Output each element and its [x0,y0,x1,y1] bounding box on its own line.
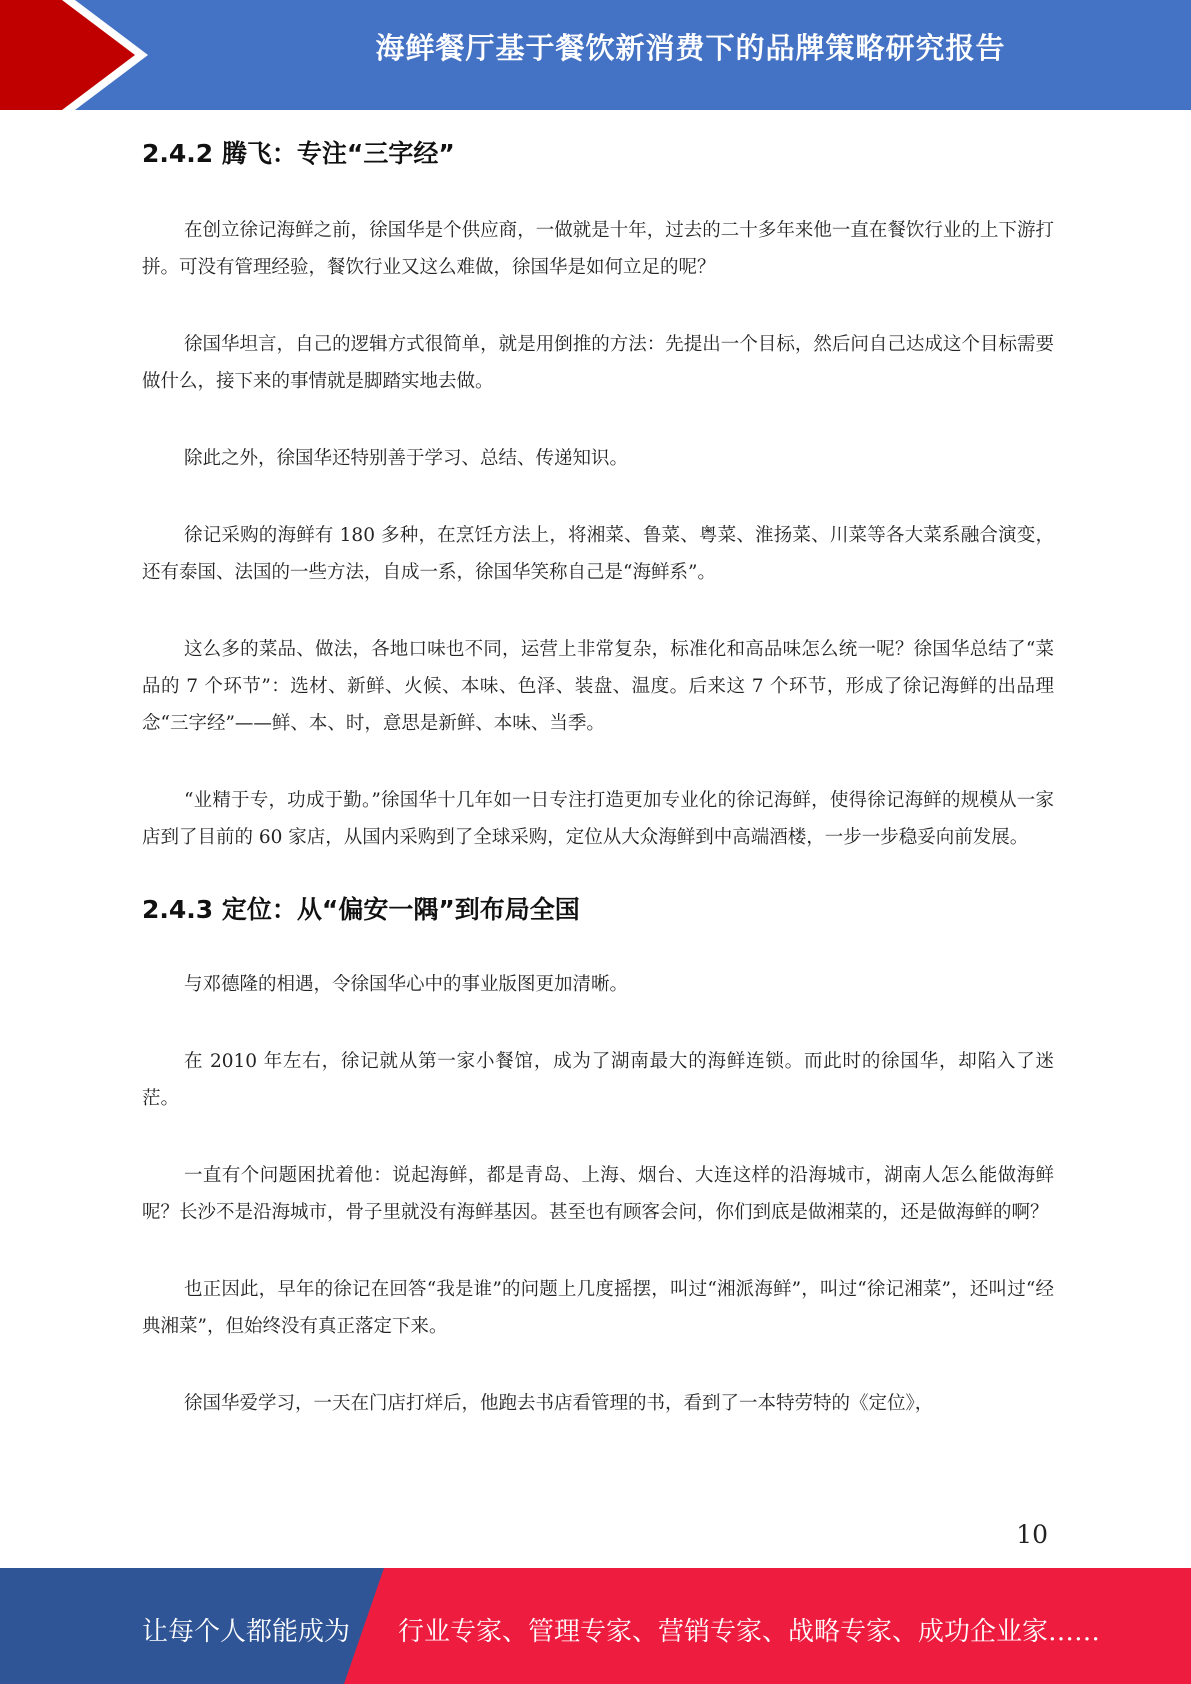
paragraph: 一直有个问题困扰着他：说起海鲜，都是青岛、上海、烟台、大连这样的沿海城市，湖南人怎么能做海鲜呢？长沙不是沿海城市，骨子里就没有海鲜基因。甚至也有顾客会问，你们到底是做湘菜的，还是做海鲜的啊？ [142,1165,1054,1223]
paragraph: 在创立徐记海鲜之前，徐国华是个供应商，一做就是十年，过去的二十多年来他一直在餐饮行业的上下游打拼。可没有管理经验，餐饮行业又这么难做，徐国华是如何立足的呢？ [142,220,1054,278]
paragraph: 徐记采购的海鲜有 180 多种，在烹饪方法上，将湘菜、鲁菜、粤菜、淮扬菜、川菜等各大菜系融合演变，还有泰国、法国的一些方法，自成一系，徐国华笑称自己是“海鲜系”。 [142,525,1054,583]
page-footer [0,1568,1191,1684]
footer-slogan-right: 行业专家、管理专家、营销专家、战略专家、成功企业家…… [398,1617,1101,1647]
page-number: 10 [1016,1520,1048,1549]
footer-slogan-left: 让每个人都能成为 [142,1617,351,1647]
paragraph: 在 2010 年左右，徐记就从第一家小餐馆，成为了湖南最大的海鲜连锁。而此时的徐国华，却陷入了迷茫。 [142,1051,1054,1109]
section-heading-2-4-2: 2.4.2 腾飞：专注“三字经” [142,139,455,168]
paragraph: 徐国华坦言，自己的逻辑方式很简单，就是用倒推的方法：先提出一个目标，然后问自己达成这个目标需要做什么，接下来的事情就是脚踏实地去做。 [142,334,1054,392]
page-header [0,0,1191,110]
section-heading-2-4-3: 2.4.3 定位：从“偏安一隅”到布局全国 [142,895,580,924]
paragraph: 也正因此，早年的徐记在回答“我是谁”的问题上几度摇摆，叫过“湘派海鲜”，叫过“徐记湘菜”，还叫过“经典湘菜”，但始终没有真正落定下来。 [142,1279,1054,1337]
paragraph: 徐国华爱学习，一天在门店打烊后，他跑去书店看管理的书，看到了一本特劳特的《定位》， [184,1393,934,1414]
document-title: 海鲜餐厅基于餐饮新消费下的品牌策略研究报告 [375,31,1006,65]
paragraph: 这么多的菜品、做法，各地口味也不同，运营上非常复杂，标准化和高品味怎么统一呢？徐国华总结了“菜品的 7 个环节”：选材、新鲜、火候、本味、色泽、装盘、温度。后来这 7 个环节，形成了徐记海鲜的出品理念“三字经”——鲜、本、时，意思是新鲜、本味、当季。 [142,639,1054,734]
main-content [142,128,1054,1422]
paragraph: “业精于专，功成于勤。”徐国华十几年如一日专注打造更加专业化的徐记海鲜，使得徐记海鲜的规模从一家店到了目前的 60 家店，从国内采购到了全球采购，定位从大众海鲜到中高端酒楼，一步一步稳妥向前发展。 [142,790,1054,848]
paragraph: 与邓德隆的相遇，令徐国华心中的事业版图更加清晰。 [184,974,629,995]
paragraph: 除此之外，徐国华还特别善于学习、总结、传递知识。 [184,448,629,469]
